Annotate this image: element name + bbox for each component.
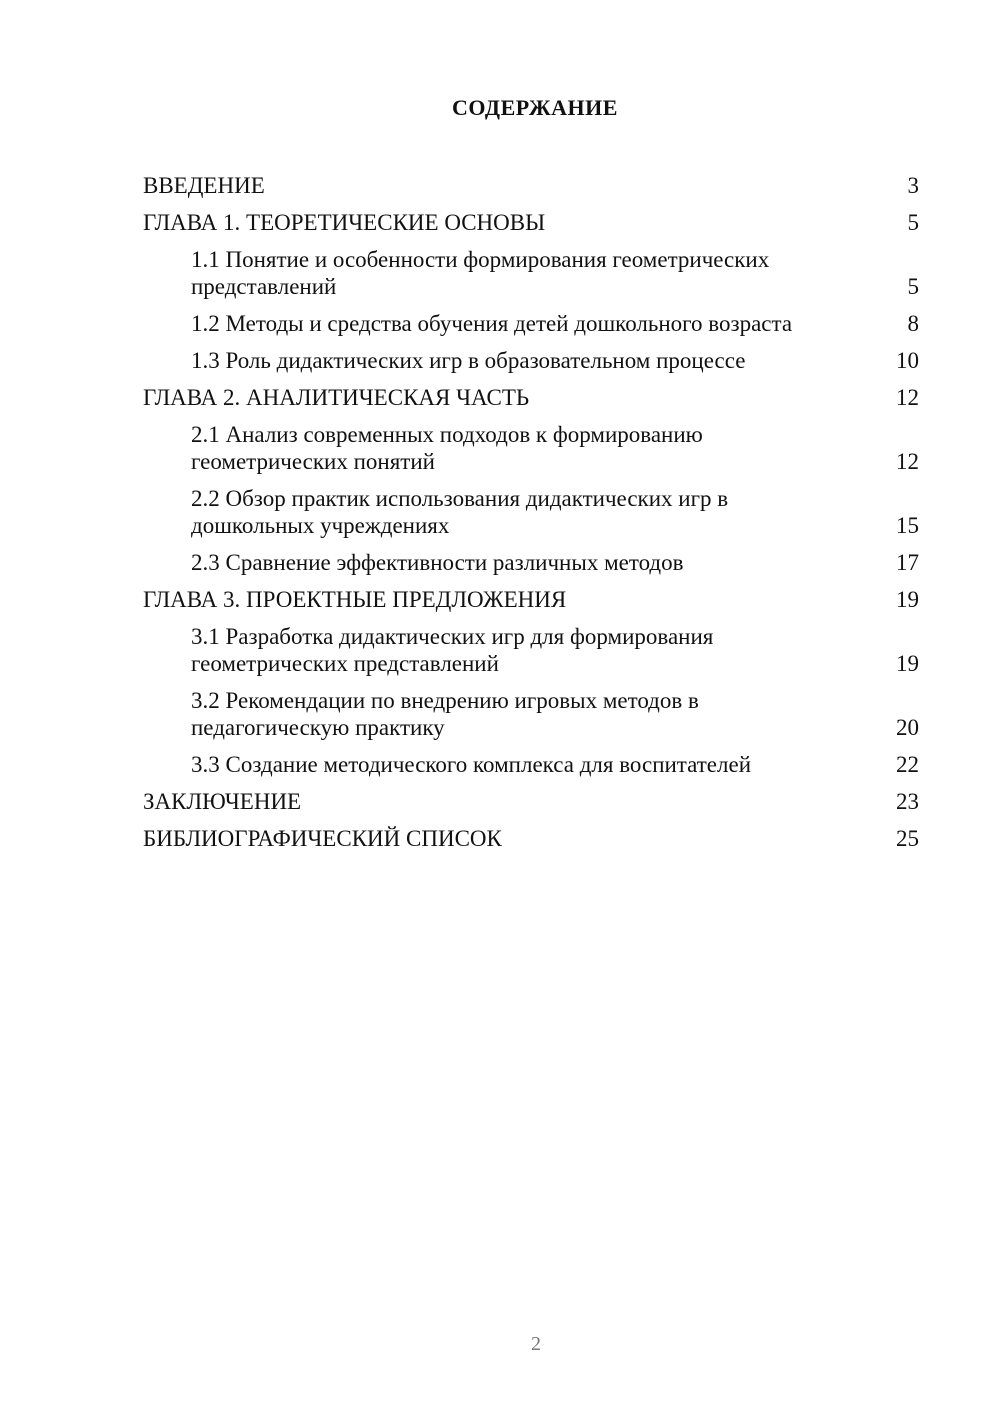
toc-entry-introduction[interactable] bbox=[143, 172, 919, 199]
toc-entry-label: 1.3 Роль дидактических игр в образовательном процессе bbox=[191, 348, 746, 373]
toc-entry-page: 22 bbox=[896, 752, 919, 777]
toc-entry-page: 10 bbox=[896, 348, 919, 373]
toc-entry-section-3-2[interactable] bbox=[143, 687, 919, 741]
toc-entry-label: 2.2 Обзор практик использования дидактических игр в дошкольных учреждениях bbox=[191, 486, 729, 538]
toc-entry-bibliography[interactable] bbox=[143, 825, 919, 852]
toc-entry-label: ГЛАВА 1. ТЕОРЕТИЧЕСКИЕ ОСНОВЫ bbox=[143, 210, 546, 235]
toc-entry-label: 3.3 Создание методического комплекса для воспитателей bbox=[191, 752, 752, 777]
toc-entry-section-1-1[interactable] bbox=[143, 246, 919, 300]
toc-entry-page: 17 bbox=[896, 550, 919, 575]
toc-entry-page: 3 bbox=[907, 173, 919, 198]
toc-entry-label: 3.2 Рекомендации по внедрению игровых методов в педагогическую практику bbox=[191, 688, 699, 740]
toc-entry-label: ЗАКЛЮЧЕНИЕ bbox=[143, 789, 302, 814]
toc-entry-page: 19 bbox=[896, 651, 919, 676]
toc-entry-label: ВВЕДЕНИЕ bbox=[143, 173, 265, 198]
toc-entry-section-3-3[interactable] bbox=[143, 751, 919, 778]
toc-entry-conclusion[interactable] bbox=[143, 788, 919, 815]
toc-entry-section-2-2[interactable] bbox=[143, 485, 919, 539]
toc-entry-label: 3.1 Разработка дидактических игр для формирования геометрических представлений bbox=[191, 624, 714, 676]
toc-entry-label: ГЛАВА 2. АНАЛИТИЧЕСКАЯ ЧАСТЬ bbox=[143, 385, 530, 410]
toc-entry-page: 23 bbox=[896, 789, 919, 814]
toc-entry-label: 1.1 Понятие и особенности формирования геометрических представлений bbox=[191, 247, 770, 299]
toc-entry-page: 20 bbox=[896, 715, 919, 740]
toc-entry-section-1-3[interactable] bbox=[143, 347, 919, 374]
toc-entry-chapter-3[interactable] bbox=[143, 586, 919, 613]
toc-entry-section-2-3[interactable] bbox=[143, 549, 919, 576]
table-of-contents bbox=[143, 168, 919, 862]
toc-entry-section-3-1[interactable] bbox=[143, 623, 919, 677]
toc-entry-page: 12 bbox=[896, 449, 919, 474]
toc-entry-page: 25 bbox=[896, 826, 919, 851]
toc-entry-page: 5 bbox=[907, 274, 919, 299]
toc-entry-chapter-1[interactable] bbox=[143, 209, 919, 236]
toc-entry-section-1-2[interactable] bbox=[143, 310, 919, 337]
toc-entry-label: 1.2 Методы и средства обучения детей дошкольного возраста bbox=[191, 311, 793, 336]
toc-entry-label: 2.1 Анализ современных подходов к формированию геометрических понятий bbox=[191, 422, 703, 474]
toc-entry-chapter-2[interactable] bbox=[143, 384, 919, 411]
toc-entry-page: 5 bbox=[907, 210, 919, 235]
page-number: 2 bbox=[531, 1333, 541, 1355]
toc-entry-page: 15 bbox=[896, 513, 919, 538]
toc-entry-label: ГЛАВА 3. ПРОЕКТНЫЕ ПРЕДЛОЖЕНИЯ bbox=[143, 587, 567, 612]
toc-entry-page: 8 bbox=[907, 311, 919, 336]
toc-entry-label: БИБЛИОГРАФИЧЕСКИЙ СПИСОК bbox=[143, 826, 502, 851]
toc-entry-page: 19 bbox=[896, 587, 919, 612]
toc-entry-label: 2.3 Сравнение эффективности различных методов bbox=[191, 550, 684, 575]
page-title: СОДЕРЖАНИЕ bbox=[452, 95, 618, 120]
toc-entry-section-2-1[interactable] bbox=[143, 421, 919, 475]
toc-entry-page: 12 bbox=[896, 385, 919, 410]
